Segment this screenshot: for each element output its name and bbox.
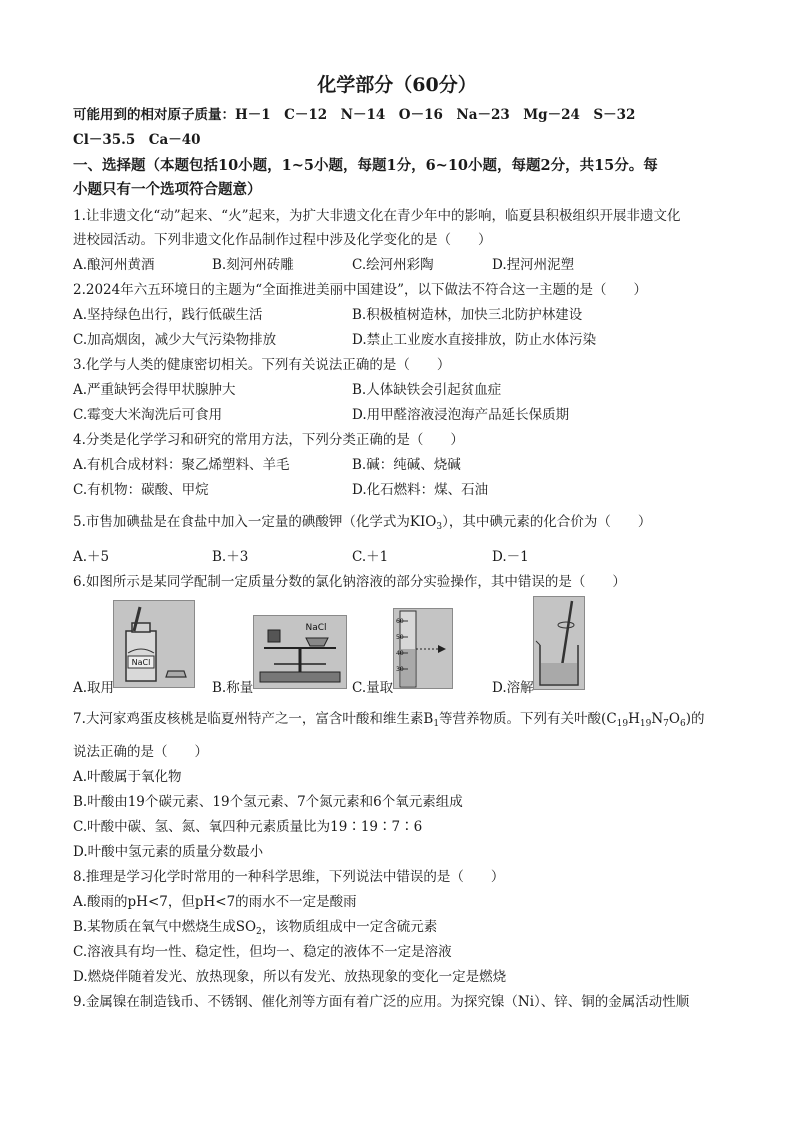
figure-a-label: NaCl (131, 658, 151, 667)
q1-option-a: A.酿河州黄酒 (73, 257, 155, 273)
q6-stem: 6.如图所示是某同学配制一定质量分数的氯化钠溶液的部分实验操作，其中错误的是（ ） (73, 574, 626, 590)
q2-option-c: C.加高烟囱，减少大气污染物排放 (73, 332, 277, 348)
q3-stem: 3.化学与人类的健康密切相关。下列有关说法正确的是（ ） (73, 357, 451, 373)
q8-option-a: A.酸雨的pH<7，但pH<7的雨水不一定是酸雨 (73, 894, 357, 910)
figure-c-tick-60: 60 (396, 618, 404, 625)
figure-a-take-salt (113, 600, 195, 688)
atomic-masses-line1: 可能用到的相对原子质量：H－1 C－12 N－14 O－16 Na－23 Mg－24 S－32 (73, 107, 636, 123)
q1-option-c: C.绘河州彩陶 (352, 257, 434, 273)
q4-option-a: A.有机合成材料：聚乙烯塑料、羊毛 (73, 457, 290, 473)
figure-c-tick-40: 40 (396, 650, 404, 657)
section-heading-cont: 小题只有一个选项符合题意） (73, 181, 262, 198)
q2-option-d: D.禁止工业废水直接排放，防止水体污染 (352, 332, 597, 348)
q7-stem-cont: 说法正确的是（ ） (73, 744, 208, 760)
q1-stem: 1.让非遗文化“动”起来、“火”起来，为扩大非遗文化在青少年中的影响，临夏县积极组织开展非遗文化 (73, 208, 681, 224)
q3-option-d: D.用甲醛溶液浸泡海产品延长保质期 (352, 407, 570, 423)
q1-option-b: B.刻河州砖雕 (212, 257, 294, 273)
figure-d-dissolve-beaker (533, 596, 585, 690)
q3-option-c: C.霉变大米淘洗后可食用 (73, 407, 223, 423)
q4-option-c: C.有机物：碳酸、甲烷 (73, 482, 209, 498)
q4-stem: 4.分类是化学学习和研究的常用方法，下列分类正确的是（ ） (73, 432, 464, 448)
q4-option-d: D.化石燃料：煤、石油 (352, 482, 489, 498)
q7-option-d: D.叶酸中氢元素的质量分数最小 (73, 844, 264, 860)
q9-stem: 9.金属镍在制造钱币、不锈钢、催化剂等方面有着广泛的应用。为探究镍（Ni）、锌、铜的金属活动性顺 (73, 994, 690, 1010)
q8-stem: 8.推理是学习化学时常用的一种科学思维，下列说法中错误的是（ ） (73, 869, 505, 885)
q1-option-d: D.捏河州泥塑 (492, 257, 575, 273)
figure-c-tick-30: 30 (396, 666, 404, 673)
figure-c-measure-cylinder (393, 608, 453, 689)
figure-b-weigh-salt (253, 615, 347, 689)
q5-option-b: B.＋3 (212, 549, 249, 565)
q2-option-a: A.坚持绿色出行，践行低碳生活 (73, 307, 263, 323)
q7-stem: 7.大河家鸡蛋皮核桃是临夏州特产之一，富含叶酸和维生素$B_1$等营养物质。下列有关叶酸$(C_{19}H_{19}N_7O_6)$的 (73, 711, 705, 729)
q5-option-a: A.＋5 (73, 549, 110, 565)
q7-option-c: C.叶酸中碳、氢、氮、氧四种元素质量比为19∶19∶7∶6 (73, 819, 423, 835)
q6-option-d: D.溶解 (492, 680, 534, 696)
q3-option-b: B.人体缺铁会引起贫血症 (352, 382, 502, 398)
q1-stem-cont: 进校园活动。下列非遗文化作品制作过程中涉及化学变化的是（ ） (73, 232, 492, 248)
q5-stem: 5.市售加碘盐是在食盐中加入一定量的碘酸钾（化学式为$KIO_3$），其中碘元素的化合价为（ ） (73, 514, 652, 532)
q7-option-a: A.叶酸属于氧化物 (73, 769, 182, 785)
q7-option-b: B.叶酸由19个碳元素、19个氢元素、7个氮元素和6个氧元素组成 (73, 794, 463, 810)
q8-option-d: D.燃烧伴随着发光、放热现象，所以有发光、放热现象的变化一定是燃烧 (73, 969, 507, 985)
atomic-masses-line2: Cl－35.5 Ca－40 (73, 132, 201, 148)
q8-option-c: C.溶液具有均一性、稳定性，但均一、稳定的液体不一定是溶液 (73, 944, 452, 960)
q3-option-a: A.严重缺钙会得甲状腺肿大 (73, 382, 236, 398)
q4-option-b: B.碱：纯碱、烧碱 (352, 457, 461, 473)
q5-option-c: C.＋1 (352, 549, 389, 565)
q6-option-b: B.称量 (212, 680, 254, 696)
q6-option-c: C.量取 (352, 680, 394, 696)
q8-option-b: B.某物质在氧气中燃烧生成$SO_2$，该物质组成中一定含硫元素 (73, 919, 438, 937)
figure-b-label: NaCl (305, 623, 327, 633)
q6-option-a: A.取用 (73, 680, 115, 696)
page-title: 化学部分（60分） (317, 74, 477, 96)
q5-option-d: D.－1 (492, 549, 529, 565)
figure-c-tick-50: 50 (396, 634, 404, 641)
q2-stem: 2.2024年六五环境日的主题为“全面推进美丽中国建设”，以下做法不符合这一主题的是（ ） (73, 282, 648, 298)
section-heading: 一、选择题（本题包括10小题，1~5小题，每题1分，6~10小题，每题2分，共15分。每 (73, 157, 658, 174)
q2-option-b: B.积极植树造林，加快三北防护林建设 (352, 307, 583, 323)
